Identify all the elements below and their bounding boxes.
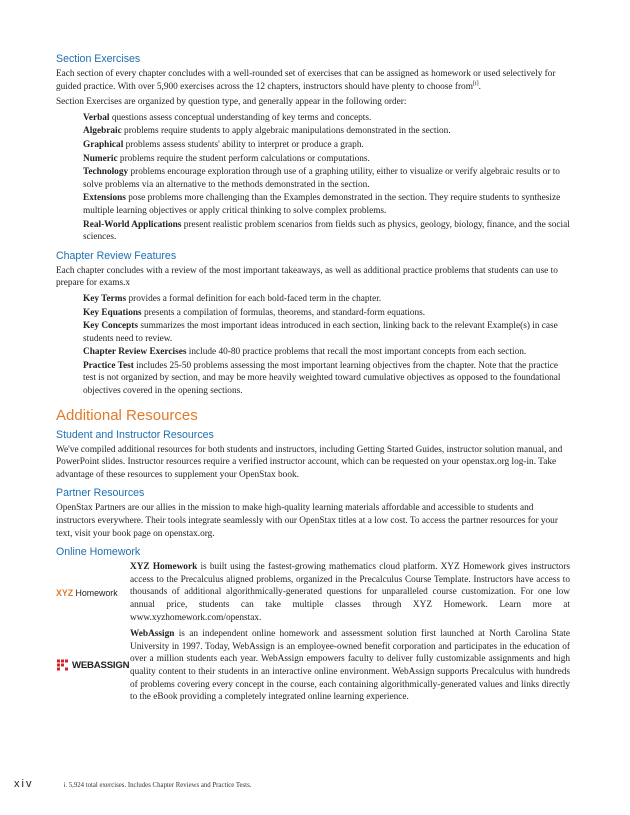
- list-item: Graphical problems assess students' ability to interpret or produce a graph.: [83, 139, 364, 150]
- section-exercises-heading: Section Exercises: [56, 53, 141, 65]
- partner-resources-text: OpenStax Partners are our allies in the mission to make high-quality learning materials affordable and accessible to students and instructors everywhere. Their tools integrate seamlessly with our OpenStax titles at a low cost. To access the partner resources for your text, visit your book page on openstax.org.: [56, 503, 558, 539]
- chapter-review-intro: Each chapter concludes with a review of the most important takeaways, as well as additional practice problems that students can use to prepare for exams.x: [56, 265, 558, 289]
- page-number: xiv: [14, 778, 34, 790]
- list-item: Key Terms provides a formal definition for each bold-faced term in the chapter.: [83, 293, 382, 304]
- xyz-homework-row: [56, 561, 570, 624]
- additional-resources-heading: Additional Resources: [56, 406, 198, 424]
- page-content: [56, 52, 570, 708]
- webassign-mark-icon: [56, 659, 69, 672]
- student-instructor-heading: Student and Instructor Resources: [56, 428, 214, 441]
- list-item: Key Equations presents a compilation of formulas, theorems, and standard-form equations.: [83, 307, 426, 318]
- list-item: Algebraic problems require students to apply algebraic manipulations demonstrated in the section.: [83, 126, 451, 137]
- list-item: Key Concepts summarizes the most important ideas introduced in each section, linking back to the relevant Example(s) in case students need to review.: [83, 321, 558, 344]
- list-item: Verbal questions assess conceptual understanding of key terms and concepts.: [83, 112, 372, 123]
- footnote: i. 5,924 total exercises. Includes Chapter Reviews and Practice Tests.: [63, 782, 252, 789]
- section-exercises-intro: Each section of every chapter concludes with a well-rounded set of exercises that can be assigned as homework or used selectively for guided practice. With over 5,900 exercises across the 12 chapters, instructors should have plenty to choose from[i].: [56, 69, 556, 92]
- chapter-review-heading: Chapter Review Features: [56, 249, 177, 262]
- list-item: Real-World Applications present realistic problem scenarios from fields such as physics, geology, biology, finance, and the social sciences.: [83, 219, 570, 243]
- exercise-type-list: [56, 112, 570, 244]
- online-homework-heading: Online Homework: [56, 546, 141, 559]
- partner-resources-heading: Partner Resources: [56, 487, 145, 500]
- list-item: Practice Test includes 25-50 problems assessing the most important learning objectives from the chapter. Note that the practice test is not organized by section, and may be more heavily weighted toward cumulative objectives as opposed to the foundational objectives covered in the opening sections.: [83, 360, 561, 397]
- student-instructor-text: We've compiled additional resources for both students and instructors, including Getting Started Guides, instructor solution manual, and PowerPoint slides. Instructor resources require a verified instructor account, which can be requested on your openstax.org log-in. Take advantage of these resources to supplement your OpenStax book.: [56, 444, 563, 480]
- list-item: Numeric problems require the student perform calculations or computations.: [83, 153, 370, 164]
- list-item: Chapter Review Exercises include 40-80 practice problems that recall the most important concepts from each section.: [83, 347, 527, 358]
- chapter-review-list: [56, 293, 570, 398]
- xyz-homework-text: XYZ Homework is built using the fastest-growing mathematics cloud platform. XYZ Homework gives instructors access to the Precalculus aligned problems, organized in the Precalculus Course Template. Instructors have access to thousands of additional algorithmically-generated questions for unparalleled course customization. For one low annual price, students can take multiple classes through XYZ Homework. Learn more at www.xyzhomework.com/openstax.: [130, 562, 570, 623]
- footnote-ref[interactable]: [i]: [472, 80, 479, 87]
- webassign-row: [56, 628, 570, 704]
- webassign-text: WebAssign is an independent online homework and assessment solution first launched at North Carolina State University in 1997. Today, WebAssign is an employee-owned benefit corporation and participates in the education of over a million students each year. WebAssign empowers faculty to deliver fully customizable assignments and high quality content to their students in an interactive online environment. WebAssign supports Precalculus with hundreds of problems covering every concept in the course, each containing algorithmically-generated values and links directly to the eBook providing a completely integrated online learning experience.: [130, 629, 570, 703]
- webassign-logo: WEBASSIGN: [56, 659, 130, 672]
- xyz-homework-logo: XYZ Homework: [56, 587, 118, 598]
- section-exercises-order: Section Exercises are organized by question type, and generally appear in the following order:: [56, 97, 407, 108]
- list-item: Technology problems encourage exploration through use of a graphing utility, either to visualize or verify algebraic results or to solve problems via an alternative to the methods demonstrated in the section.: [83, 167, 560, 190]
- page-footer: [14, 778, 251, 790]
- list-item: Extensions pose problems more challenging than the Examples demonstrated in the section. They require students to synthesize multiple learning objectives or apply critical thinking to solve complex problems.: [83, 193, 561, 216]
